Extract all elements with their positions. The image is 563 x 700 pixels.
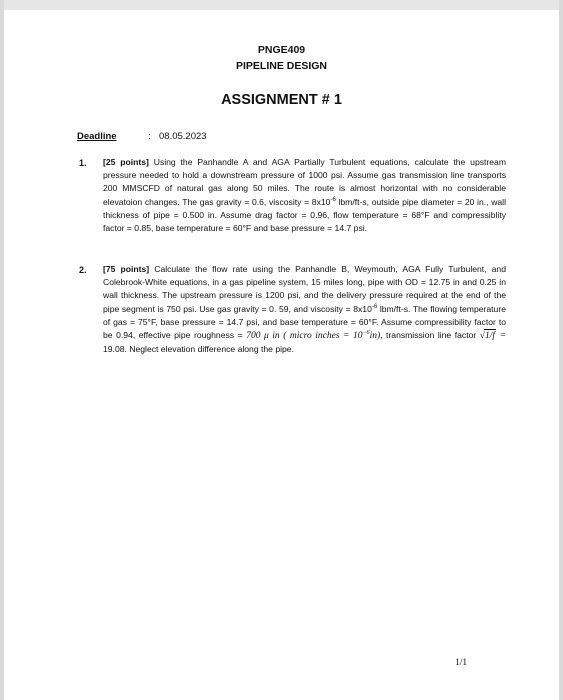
- deadline-label: Deadline: [77, 131, 117, 142]
- page-number: 1/1: [455, 658, 468, 668]
- question-2-text-part-d: 19.08. Neglect elevation difference along the pipe.: [103, 344, 294, 355]
- question-2-number: 2.: [79, 265, 87, 275]
- deadline-value: 08.05.2023: [159, 131, 207, 142]
- question-2-text-part-c: transmission line factor: [382, 330, 480, 341]
- transmission-factor-formula: √1/f =: [480, 331, 506, 341]
- deadline-separator: :: [148, 131, 151, 142]
- question-1-text-part-b: lbm/ft-s, outside pipe diameter = 20 in., wall thickness of pipe = 0.500 in. Assume drag factor = 0.96, flow temperature = 68°F and compressiblity factor = 0.85, base temperature = 60°F and base pressure = 14.7 psi.: [103, 196, 507, 234]
- question-2-text-part-b: lbm/ft-s. The flowing temperature of gas = 75°F, base pressure = 14.7 psi, and base temperature = 60°F. Assume compressibility factor to be 0.94, effective pipe roughness =: [103, 303, 506, 341]
- course-title: PIPELINE DESIGN: [235, 60, 328, 72]
- question-2-text: [103, 263, 506, 356]
- assignment-title: ASSIGNMENT # 1: [221, 92, 342, 108]
- question-1-number: 1.: [79, 158, 87, 168]
- question-2-points: [75 points]: [103, 264, 150, 274]
- question-1-text-part-a: Using the Panhandle A and AGA Partially Turbulent equations, calculate the upstream pressure needed to hold a downstream pressure of 1000 psi. Assume gas transmission line transports 200 MMSCFD of natural gas along 50 miles. The route is almost horizontal with no considerable elevatoion changes. The gas gravity = 0.6, viscosity = 8x10: [103, 157, 506, 207]
- question-2-exponent: -6: [371, 303, 378, 310]
- sqrt-radicand: 1/f: [484, 329, 496, 343]
- roughness-formula-main: 700 μ in ( micro inches = 10: [246, 331, 363, 342]
- roughness-formula: [246, 331, 382, 341]
- question-1-points: [25 points]: [103, 157, 149, 167]
- roughness-formula-close: in),: [369, 331, 383, 342]
- question-1-exponent: -6: [330, 196, 336, 203]
- question-1-text: [103, 156, 506, 235]
- transmission-factor-equals: =: [496, 331, 506, 342]
- viewer-top-bar: [0, 0, 563, 10]
- roughness-formula-exponent: −6: [362, 329, 370, 336]
- course-code: PNGE409: [257, 44, 306, 56]
- question-2-text-part-a: Calculate the flow rate using the Panhandle B, Weymouth, AGA Fully Turbulent, and Colebrook-White equations, in a gas pipeline system, 15 miles long, pipe with OD = 12.75 in and 0.25 in wall thickness. The upstream pressure is 1200 psi, and the delivery pressure required at the end of the pipe segment is 750 psi. Use gas gravity = 0. 59, and viscosity = 8x10: [103, 264, 506, 314]
